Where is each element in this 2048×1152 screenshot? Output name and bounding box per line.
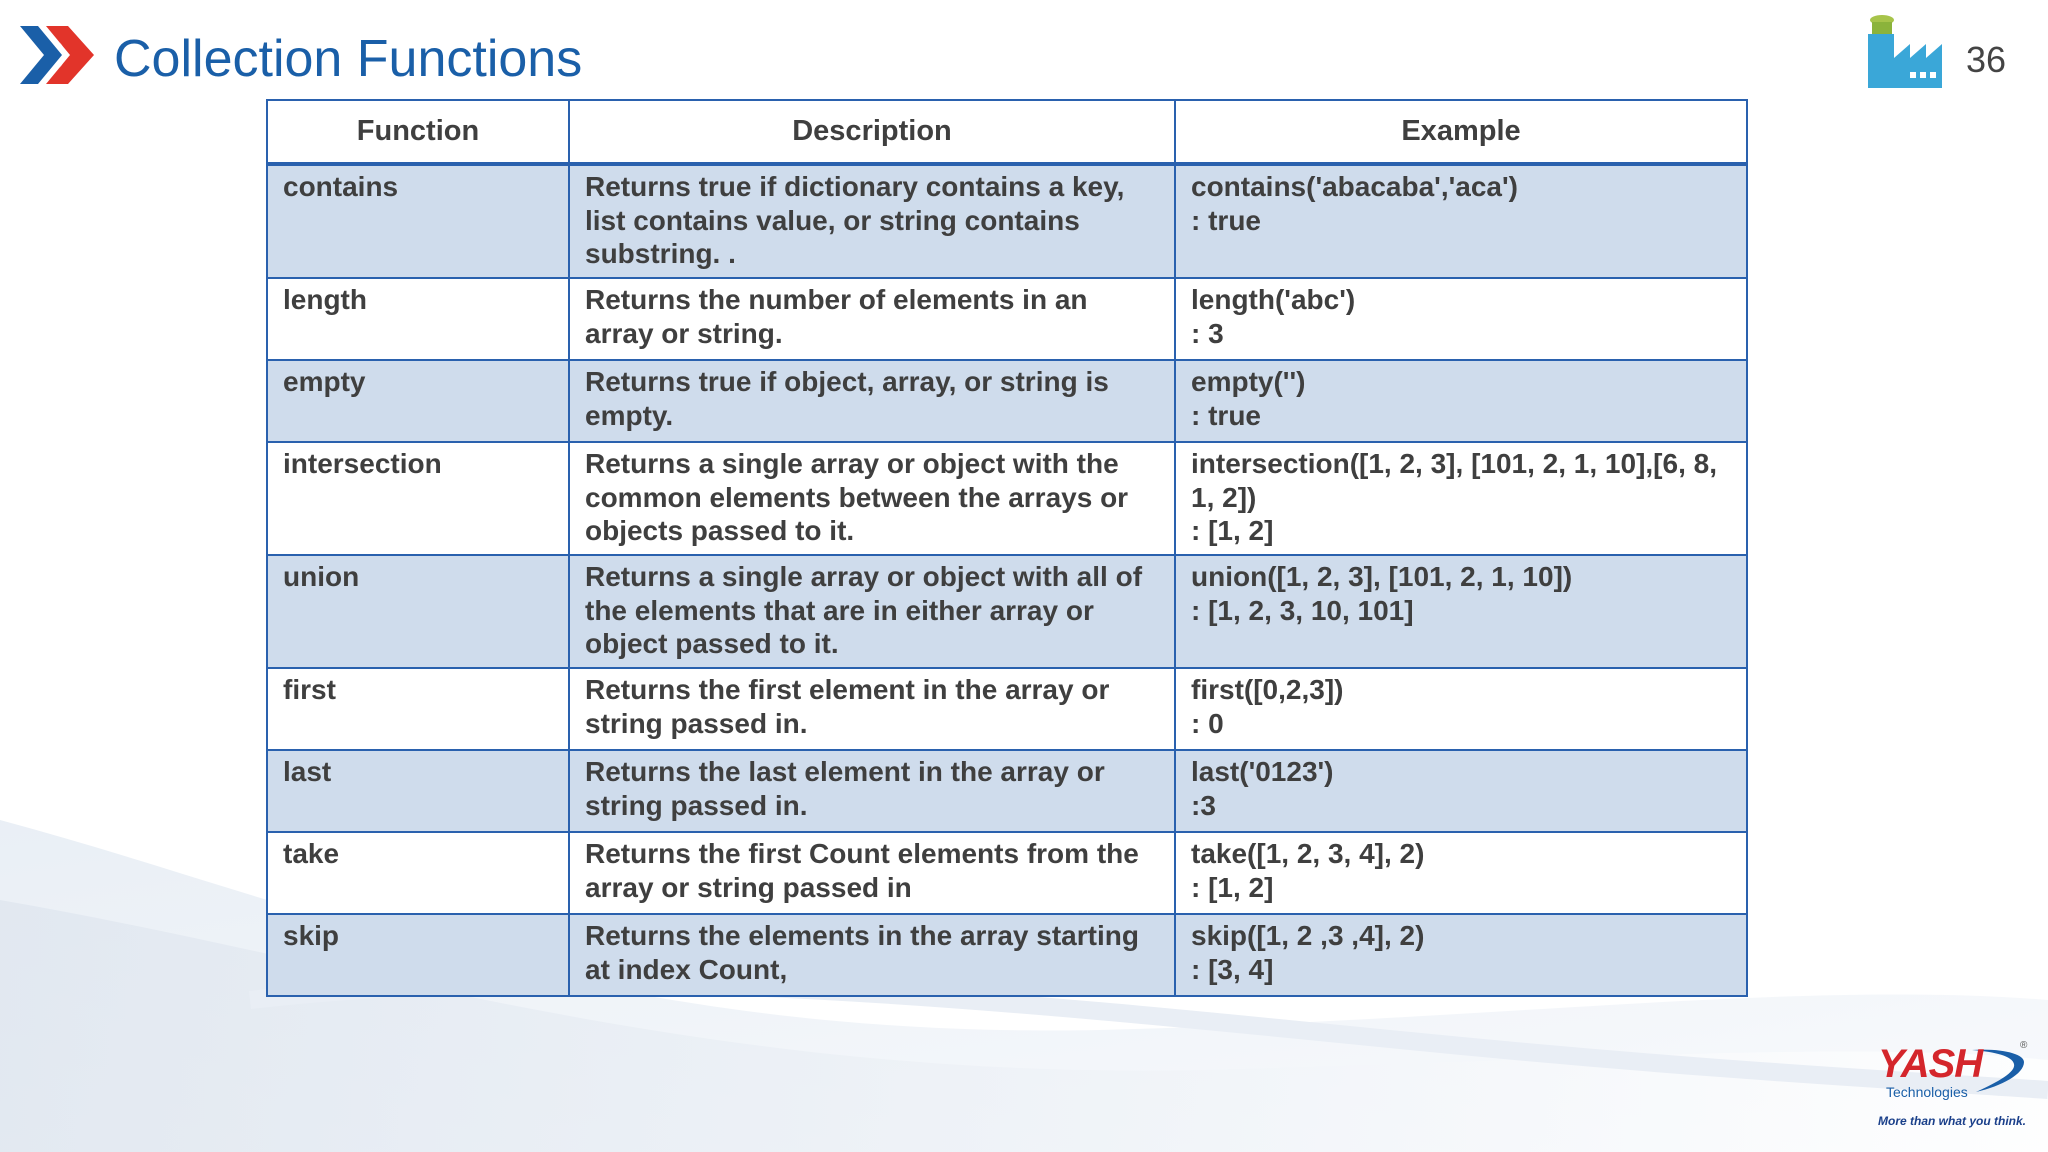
description-cell: Returns the last element in the array or string passed in. bbox=[569, 750, 1175, 832]
factory-icon bbox=[1866, 14, 1944, 90]
example-cell: first([0,2,3]) : 0 bbox=[1175, 668, 1747, 750]
function-cell: take bbox=[267, 832, 569, 914]
company-tagline: More than what you think. bbox=[1878, 1114, 2027, 1128]
description-cell: Returns the number of elements in an array or string. bbox=[569, 278, 1175, 360]
function-cell: last bbox=[267, 750, 569, 832]
description-cell: Returns true if dictionary contains a key, list contains value, or string contains substring. . bbox=[569, 164, 1175, 278]
table-row bbox=[267, 832, 1747, 914]
example-cell: contains('abacaba','aca') : true bbox=[1175, 164, 1747, 278]
registered-mark: ® bbox=[2020, 1040, 2028, 1051]
company-subtitle: Technologies bbox=[1886, 1084, 1968, 1100]
function-cell: contains bbox=[267, 164, 569, 278]
description-cell: Returns the first element in the array or string passed in. bbox=[569, 668, 1175, 750]
slide-title: Collection Functions bbox=[114, 30, 583, 88]
description-cell: Returns true if object, array, or string is empty. bbox=[569, 360, 1175, 442]
functions-table bbox=[266, 99, 1746, 997]
example-cell: intersection([1, 2, 3], [101, 2, 1, 10],[6, 8, 1, 2]) : [1, 2] bbox=[1175, 442, 1747, 555]
table-row bbox=[267, 278, 1747, 360]
description-cell: Returns the first Count elements from the array or string passed in bbox=[569, 832, 1175, 914]
table-row bbox=[267, 164, 1747, 278]
example-cell: skip([1, 2 ,3 ,4], 2) : [3, 4] bbox=[1175, 914, 1747, 996]
table-row bbox=[267, 555, 1747, 668]
function-cell: skip bbox=[267, 914, 569, 996]
example-cell: union([1, 2, 3], [101, 2, 1, 10]) : [1, 2, 3, 10, 101] bbox=[1175, 555, 1747, 668]
example-cell: empty('') : true bbox=[1175, 360, 1747, 442]
example-cell: length('abc') : 3 bbox=[1175, 278, 1747, 360]
function-cell: length bbox=[267, 278, 569, 360]
header-function: Function bbox=[267, 100, 569, 164]
function-cell: first bbox=[267, 668, 569, 750]
table-row bbox=[267, 914, 1747, 996]
double-chevron-logo-icon bbox=[20, 22, 98, 88]
company-name: YASH bbox=[1878, 1042, 1983, 1086]
header-description: Description bbox=[569, 100, 1175, 164]
example-cell: last('0123') :3 bbox=[1175, 750, 1747, 832]
table-header-row bbox=[267, 100, 1747, 164]
function-cell: intersection bbox=[267, 442, 569, 555]
table-row bbox=[267, 750, 1747, 832]
header-example: Example bbox=[1175, 100, 1747, 164]
description-cell: Returns the elements in the array starting at index Count, bbox=[569, 914, 1175, 996]
table-row bbox=[267, 360, 1747, 442]
table-row bbox=[267, 442, 1747, 555]
table-row bbox=[267, 668, 1747, 750]
description-cell: Returns a single array or object with all of the elements that are in either array or object passed to it. bbox=[569, 555, 1175, 668]
function-cell: empty bbox=[267, 360, 569, 442]
example-cell: take([1, 2, 3, 4], 2) : [1, 2] bbox=[1175, 832, 1747, 914]
yash-logo bbox=[1872, 1040, 2032, 1140]
function-cell: union bbox=[267, 555, 569, 668]
description-cell: Returns a single array or object with the common elements between the arrays or objects passed to it. bbox=[569, 442, 1175, 555]
page-number: 36 bbox=[1966, 39, 2007, 80]
